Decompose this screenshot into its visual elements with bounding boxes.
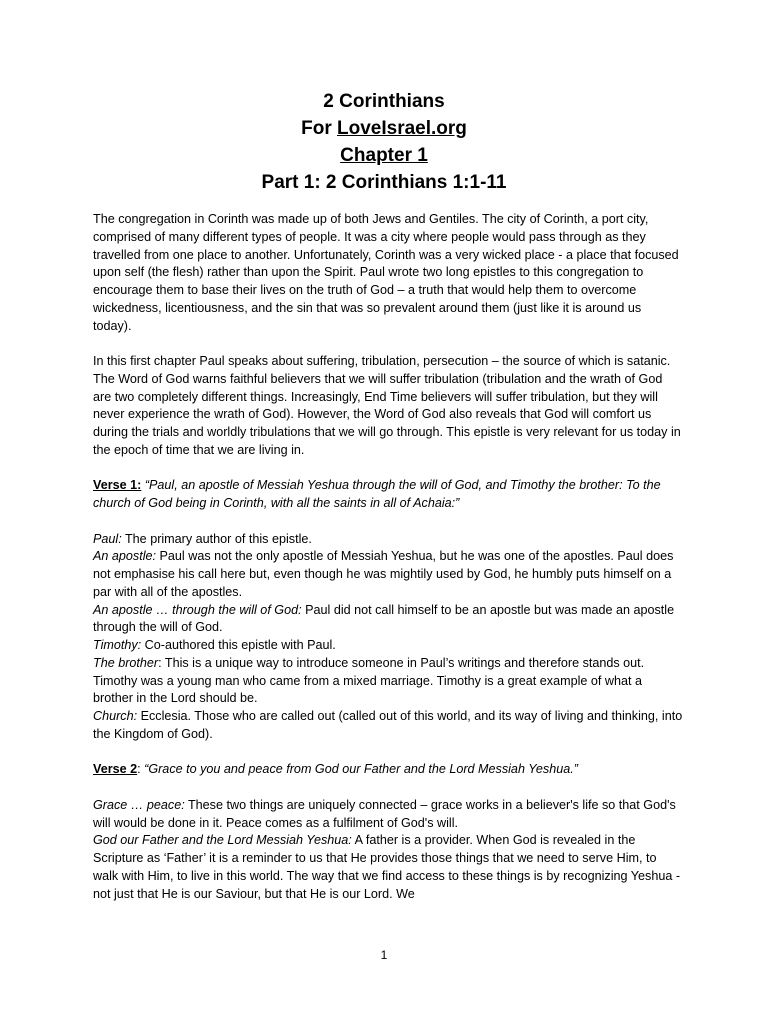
verse-1-label: Verse 1: (93, 478, 142, 493)
note-text: A father is a provider. When God is revealed in the Scripture as ‘Father’ it is a reminder to us that He provides those things that we need to serve Him, to walk with Him, to live in this world. The way that we find access to these things is by recognizing Yeshua - not just that He is our Saviour, but that He is our Lord. We (93, 833, 681, 901)
verse-2-quote (93, 761, 683, 779)
note-text: Co-authored this epistle with Paul. (141, 638, 336, 652)
intro-paragraph-1: The congregation in Corinth was made up of both Jews and Gentiles. The city of Corinth, a port city, comprised of many different types of people. It was a city where people would pass through as they travelled from one place to another. Unfortunately, Corinth was a very wicked place - a place that focused upon self (the flesh) rather than upon the Spirit. Paul wrote two long epistles to this congregation to encourage them to base their lives on the truth of God – a truth that would help them to overcome wickedness, licentiousness, and the sin that was so prevalent around them (just like it is around us today). (93, 212, 679, 333)
verse-1-text: “Paul, an apostle of Messiah Yeshua through the will of God, and Timothy the brother: To the church of God being in Corinth, with all the saints in all of Achaia:” (93, 478, 661, 510)
note-text: Paul did not call himself to be an apostle but was made an apostle through the will of God. (93, 602, 675, 635)
note-text: These two things are uniquely connected – grace works in a believer's life so that God's will would be done in it. Peace comes as a fulfilment of God's will. (93, 797, 676, 830)
site-line (0, 115, 768, 142)
verse-2-label: Verse 2 (93, 762, 138, 777)
verse-1-note-timothy (93, 637, 683, 655)
note-term: Church: (93, 709, 138, 723)
verse-1-note-paul (93, 531, 683, 549)
chapter-title: Chapter 1 (340, 145, 428, 166)
verse-2-text: “Grace to you and peace from God our Father and the Lord Messiah Yeshua.” (144, 762, 578, 777)
note-term: God our Father and the Lord Messiah Yeshua: (93, 833, 352, 848)
note-term: The brother (93, 655, 159, 670)
page-number: 1 (380, 948, 388, 962)
note-term: An apostle: (93, 549, 157, 564)
note-text: Paul was not the only apostle of Messiah Yeshua, but he was one of the apostles. Paul does not emphasise his call here but, even though he was mightily used by God, he humbly puts himself on a par with all of the apostles. (93, 549, 674, 599)
note-term: Timothy: (93, 638, 142, 652)
verse-1-quote (93, 477, 683, 513)
verse-2-note-father-lord (93, 832, 683, 903)
verse-1-note-apostle (93, 548, 683, 601)
book-title: 2 Corinthians (323, 91, 445, 112)
verse-1-note-will-of-god (93, 602, 683, 638)
intro-paragraph-2: In this first chapter Paul speaks about suffering, tribulation, persecution – the source of which is satanic. The Word of God warns faithful believers that we will suffer tribulation (tribulation and the wrath of God are two completely different things. Increasingly, End Time believers will suffer tribulation, but they will never experience the wrath of God). However, the Word of God also reveals that God will comfort us during the trials and worldly tribulations that we will go through. This epistle is very relevant for us today in the epoch of time that we are living in. (93, 354, 681, 457)
note-text: The primary author of this epistle. (121, 531, 312, 546)
part-title: Part 1: 2 Corinthians 1:1-11 (261, 172, 507, 193)
note-term: Paul: (93, 531, 122, 546)
site-link[interactable]: LoveIsrael.org (337, 118, 467, 139)
verse-1-note-brother (93, 655, 683, 708)
note-text: : This is a unique way to introduce someone in Paul’s writings and therefore stands out. Timothy was a young man who came from a mixed marriage. Timothy is a great example of what a brother in the Lord should be. (93, 655, 645, 706)
verse-2-note-grace-peace (93, 797, 683, 833)
note-term: Grace … peace: (93, 797, 185, 812)
note-term: An apostle … through the will of God: (93, 602, 302, 617)
document-body (93, 211, 683, 903)
for-prefix: For (301, 118, 337, 139)
verse-2-sep: : (137, 762, 145, 777)
note-text: Ecclesia. Those who are called out (called out of this world, and its way of living and thinking, into the Kingdom of God). (93, 709, 683, 741)
verse-1-note-church (93, 708, 683, 744)
title-block (0, 88, 768, 196)
